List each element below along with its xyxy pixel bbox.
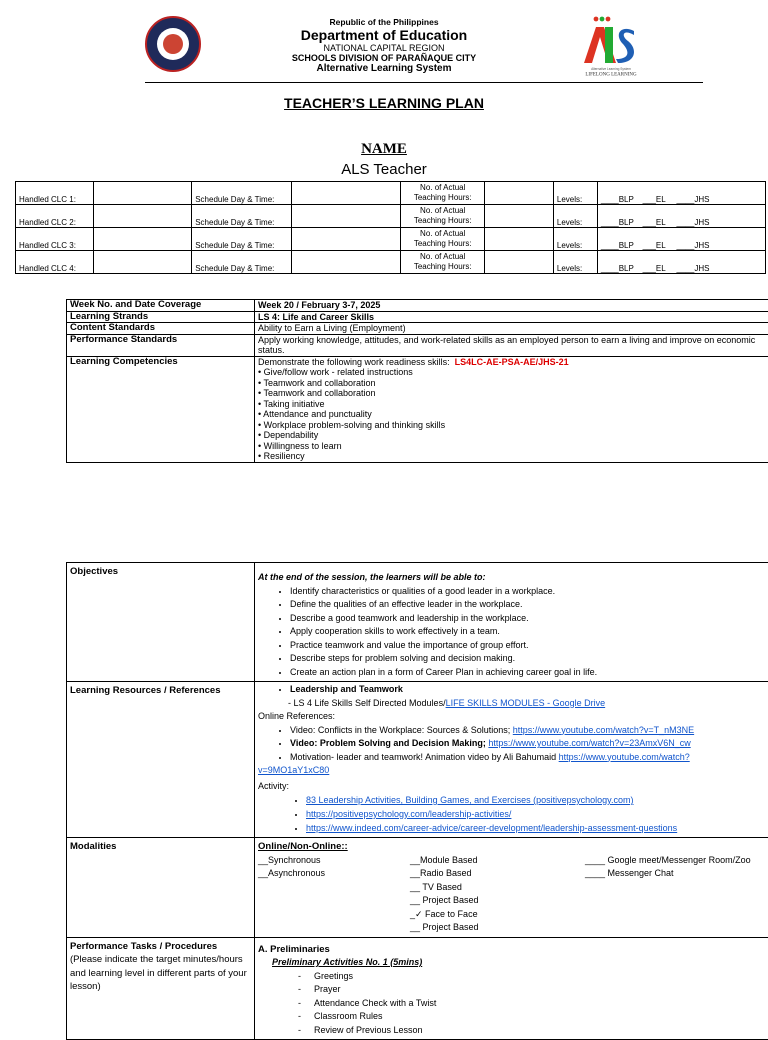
- header-block: [0, 17, 768, 74]
- activity-label: Activity:: [258, 780, 768, 794]
- schedule-value[interactable]: [291, 228, 401, 251]
- resources-label: Learning Resources / References: [67, 682, 255, 838]
- hours-value[interactable]: [485, 228, 554, 251]
- strand-label: Learning Strands: [67, 311, 255, 323]
- clc-label: Handled CLC 2:: [16, 205, 94, 228]
- schedule-label: Schedule Day & Time:: [192, 228, 291, 251]
- levels-label: Levels:: [553, 228, 597, 251]
- logo-caption: LIFELONG LEARNING: [585, 73, 637, 78]
- activity-item: [306, 821, 768, 835]
- activity-link[interactable]: https://www.indeed.com/career-advice/career-development/leadership-assessment-questions: [306, 823, 677, 833]
- competency-item: • Teamwork and collaboration: [258, 388, 768, 399]
- video-3-text: Motivation- leader and teamwork! Animation video by Ali Bahumaid: [290, 752, 559, 762]
- objectives-label: Objectives: [67, 563, 255, 682]
- activity-links-list: [258, 793, 768, 835]
- hours-label-line1: No. of Actual: [420, 229, 465, 238]
- region-text: NATIONAL CAPITAL REGION: [0, 43, 768, 53]
- activity-link[interactable]: 83 Leadership Activities, Building Games, and Exercises (positivepsychology.com): [306, 795, 634, 805]
- modalities-column-3: [585, 854, 751, 935]
- learning-competencies-cell: [255, 356, 768, 462]
- objective-item: • Identify characteristics or qualities of a good leader in a workplace.: [290, 585, 768, 599]
- video-2-text: Video: Problem Solving and Decision Making;: [290, 738, 488, 748]
- resources-cell: [255, 682, 768, 838]
- modality-option[interactable]: __ Project Based: [410, 921, 585, 935]
- activity-link[interactable]: https://positivepsychology.com/leadership-activities/: [306, 809, 511, 819]
- header-divider: [145, 82, 703, 83]
- modality-option[interactable]: __Module Based: [410, 854, 585, 868]
- hours-label-line1: No. of Actual: [420, 183, 465, 192]
- video-3-item: [290, 751, 768, 765]
- modality-option[interactable]: _✓ Face to Face: [410, 908, 585, 922]
- objective-item: • Apply cooperation skills to work effectively in a team.: [290, 625, 768, 639]
- clc-label: Handled CLC 3:: [16, 228, 94, 251]
- objective-item: • Create an action plan in a form of Career Plan in achieving career goal in life.: [290, 666, 768, 680]
- lesson-info-table: [66, 299, 768, 463]
- levels-options[interactable]: ____BLP ___EL ____JHS: [597, 205, 765, 228]
- objectives-list: [258, 585, 768, 680]
- tasks-cell: [255, 937, 768, 1040]
- content-standards-value: Ability to Earn a Living (Employment): [255, 323, 768, 335]
- clc-row: [16, 251, 766, 274]
- document-title: TEACHER’S LEARNING PLAN: [0, 95, 768, 111]
- competency-item: • Resiliency: [258, 451, 768, 462]
- hours-value[interactable]: [485, 205, 554, 228]
- clc-value[interactable]: [93, 182, 191, 205]
- division-text: SCHOOLS DIVISION OF PARAÑAQUE CITY: [0, 53, 768, 63]
- hours-value[interactable]: [485, 251, 554, 274]
- modalities-column-2: [410, 854, 585, 935]
- tasks-note: (Please indicate the target minutes/hours and learning level in different parts of your lesson): [70, 953, 251, 994]
- modality-option[interactable]: __ Project Based: [410, 894, 585, 908]
- hours-label: [401, 251, 485, 274]
- tasks-label: Performance Tasks / Procedures: [70, 941, 217, 952]
- name-label: NAME: [0, 141, 768, 158]
- hours-label: [401, 228, 485, 251]
- objectives-cell: [255, 563, 768, 682]
- video-2-item: [290, 737, 768, 751]
- objective-item: • Define the qualities of an effective leader in the workplace.: [290, 598, 768, 612]
- module-prefix: - LS 4 Life Skills Self Directed Modules/: [288, 698, 446, 708]
- video-1-item: [290, 724, 768, 738]
- modality-option[interactable]: __Synchronous: [258, 854, 410, 868]
- hours-label-line2: Teaching Hours:: [414, 262, 472, 271]
- schedule-value[interactable]: [291, 205, 401, 228]
- schedule-label: Schedule Day & Time:: [192, 182, 291, 205]
- competency-item: • Willingness to learn: [258, 441, 768, 452]
- schedule-value[interactable]: [291, 251, 401, 274]
- competency-list: [258, 367, 768, 462]
- levels-label: Levels:: [553, 251, 597, 274]
- schedule-label: Schedule Day & Time:: [192, 205, 291, 228]
- levels-options[interactable]: ____BLP ___EL ____JHS: [597, 182, 765, 205]
- clc-row: [16, 228, 766, 251]
- hours-label-line1: No. of Actual: [420, 206, 465, 215]
- video-3-link-continued[interactable]: v=9MO1aY1xC80: [258, 765, 329, 775]
- competency-item: • Give/follow work - related instructions: [258, 367, 768, 378]
- hours-value[interactable]: [485, 182, 554, 205]
- schedule-label: Schedule Day & Time:: [192, 251, 291, 274]
- video-2-link[interactable]: https://www.youtube.com/watch?v=23AmxV6N_cw: [488, 738, 690, 748]
- modality-option[interactable]: __ TV Based: [410, 881, 585, 895]
- preliminary-item: - Classroom Rules: [314, 1010, 768, 1024]
- objective-item: • Describe a good teamwork and leadership in the workplace.: [290, 612, 768, 626]
- competency-item: • Teamwork and collaboration: [258, 378, 768, 389]
- objective-item: • Describe steps for problem solving and decision making.: [290, 652, 768, 666]
- module-link[interactable]: LIFE SKILLS MODULES - Google Drive: [446, 698, 606, 708]
- modality-option[interactable]: __Asynchronous: [258, 867, 410, 881]
- modalities-column-1: [258, 854, 410, 935]
- preliminary-item: - Review of Previous Lesson: [314, 1024, 768, 1038]
- clc-label: Handled CLC 4:: [16, 251, 94, 274]
- modalities-heading: Online/Non-Online::: [258, 840, 768, 854]
- hours-label: [401, 182, 485, 205]
- levels-label: Levels:: [553, 182, 597, 205]
- preliminary-item: - Prayer: [314, 983, 768, 997]
- online-refs-label: Online References:: [258, 710, 768, 724]
- clc-value[interactable]: [93, 228, 191, 251]
- preliminary-item: - Attendance Check with a Twist: [314, 997, 768, 1011]
- schedule-value[interactable]: [291, 182, 401, 205]
- learning-competencies-label: Learning Competencies: [67, 356, 255, 462]
- week-value: Week 20 / February 3-7, 2025: [255, 300, 768, 312]
- strand-value: LS 4: Life and Career Skills: [255, 311, 768, 323]
- modality-option[interactable]: __Radio Based: [410, 867, 585, 881]
- objectives-intro: At the end of the session, the learners will be able to:: [258, 571, 768, 585]
- video-1-text: Video: Conflicts in the Workplace: Sources & Solutions;: [290, 725, 513, 735]
- week-label: Week No. and Date Coverage: [67, 300, 255, 312]
- performance-standards-label: Performance Standards: [67, 334, 255, 356]
- clc-value[interactable]: [93, 251, 191, 274]
- preliminaries-heading: A. Preliminaries: [258, 943, 768, 957]
- hours-label-line2: Teaching Hours:: [414, 216, 472, 225]
- republic-text: Republic of the Philippines: [0, 17, 768, 27]
- logo-subcaption: Alternative Learning System: [591, 67, 631, 71]
- objective-item: • Practice teamwork and value the importance of group effort.: [290, 639, 768, 653]
- modality-option[interactable]: ____ Google meet/Messenger Room/Zoo: [585, 854, 751, 868]
- als-logo: [578, 15, 644, 77]
- hours-label-line1: No. of Actual: [420, 252, 465, 261]
- clc-table: [15, 181, 766, 274]
- video-1-link[interactable]: https://www.youtube.com/watch?v=T_nM3NE: [513, 725, 694, 735]
- competency-item: • Dependability: [258, 430, 768, 441]
- lesson-plan-table: [66, 562, 768, 1040]
- competency-intro: Demonstrate the following work readiness skills:: [258, 357, 450, 367]
- competency-item: • Workplace problem-solving and thinking skills: [258, 420, 768, 431]
- preliminary-item: - Greetings: [314, 970, 768, 984]
- clc-row: [16, 182, 766, 205]
- competency-code: LS4LC-AE-PSA-AE/JHS-21: [455, 357, 569, 367]
- clc-value[interactable]: [93, 205, 191, 228]
- modalities-label: Modalities: [67, 838, 255, 938]
- hours-label-line2: Teaching Hours:: [414, 239, 472, 248]
- levels-options[interactable]: ____BLP ___EL ____JHS: [597, 228, 765, 251]
- competency-item: • Attendance and punctuality: [258, 409, 768, 420]
- video-3-link[interactable]: https://www.youtube.com/watch?: [559, 752, 690, 762]
- department-text: Department of Education: [0, 27, 768, 43]
- levels-options[interactable]: ____BLP ___EL ____JHS: [597, 251, 765, 274]
- modality-option[interactable]: ____ Messenger Chat: [585, 867, 751, 881]
- preliminary-activity-title: Preliminary Activities No. 1 (5mins): [258, 956, 768, 970]
- modalities-cell: [255, 838, 768, 938]
- hours-label: [401, 205, 485, 228]
- tasks-label-cell: [67, 937, 255, 1040]
- module-reference: [258, 697, 768, 711]
- performance-standards-value: Apply working knowledge, attitudes, and work-related skills as an employed person to earn a living and improve on economic status.: [255, 334, 768, 356]
- content-standards-label: Content Standards: [67, 323, 255, 335]
- clc-label: Handled CLC 1:: [16, 182, 94, 205]
- hours-label-line2: Teaching Hours:: [414, 193, 472, 202]
- teacher-name: ALS Teacher: [0, 161, 768, 178]
- resources-topic: • Leadership and Teamwork: [290, 683, 768, 697]
- activity-item: [306, 807, 768, 821]
- clc-row: [16, 205, 766, 228]
- levels-label: Levels:: [553, 205, 597, 228]
- competency-item: • Taking initiative: [258, 399, 768, 410]
- preliminary-items-list: [258, 970, 768, 1038]
- program-text: Alternative Learning System: [0, 63, 768, 74]
- activity-item: [306, 793, 768, 807]
